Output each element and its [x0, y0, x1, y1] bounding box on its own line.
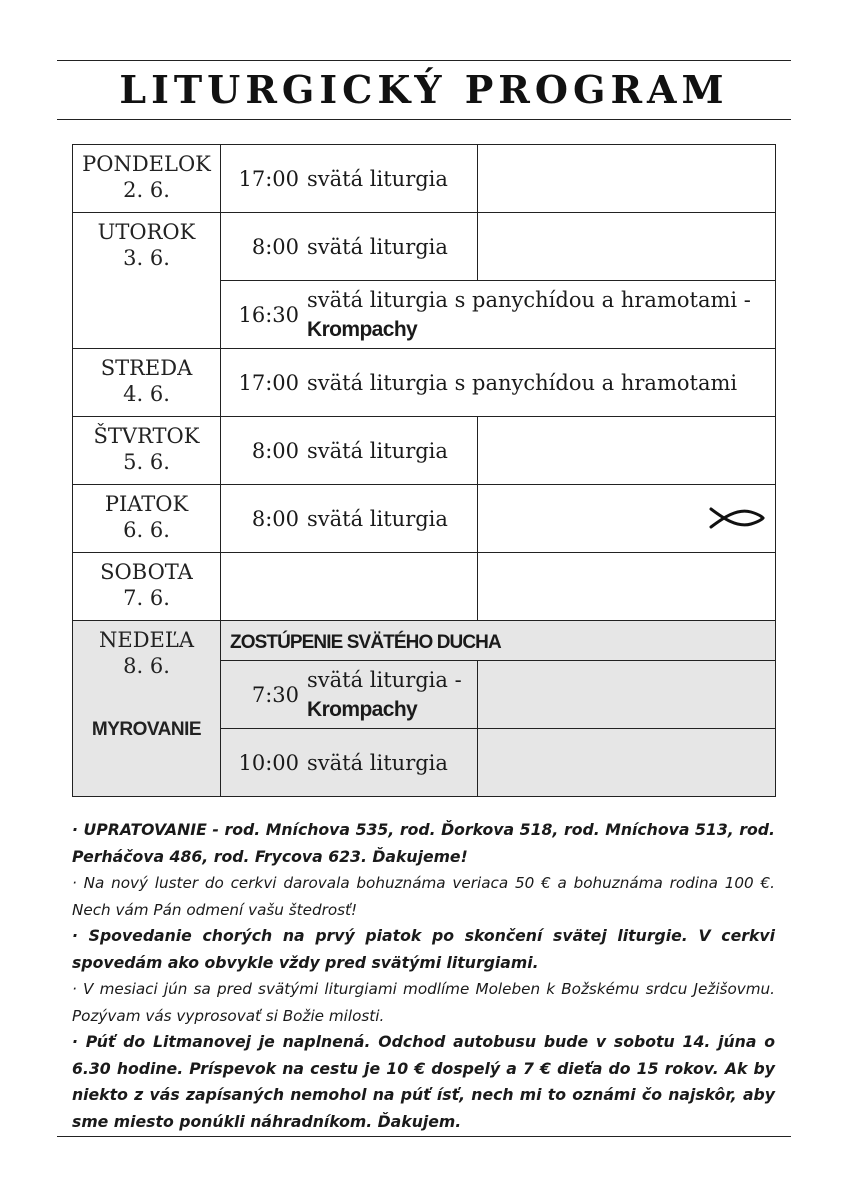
- event-time: 7:30: [251, 682, 299, 707]
- announcements: [72, 817, 775, 1135]
- announcement: · Spovedanie chorých na prvý piatok po skončení svätej liturgie. V cerkvi spovedám ako obvykle vždy pred svätými liturgiami.: [72, 926, 775, 972]
- event-time: 8:00: [251, 438, 299, 463]
- schedule-table: [72, 144, 776, 797]
- day-date: 7. 6.: [123, 586, 170, 610]
- event-cell: [221, 729, 478, 797]
- event-name: svätá liturgia -: [307, 667, 462, 692]
- day-date: 2. 6.: [123, 178, 170, 202]
- event-cell: [221, 281, 776, 349]
- day-date: 3. 6.: [123, 246, 170, 270]
- announcement: · Púť do Litmanovej je naplnená. Odchod autobusu bude v sobotu 14. júna o 6.30 hodine. Príspevok na cestu je 10 € dospelý a 7 € dieťa do 15 rokov. Ak by niekto z vás zapísaných nemohol na púť ísť, nech mi to oznámi čo najskôr, aby sme miesto ponúkli náhradníkom. Ďakujem.: [72, 1032, 775, 1131]
- event-name: svätá liturgia: [307, 166, 448, 191]
- event-name: svätá liturgia s panychídou a hramotami: [307, 370, 738, 395]
- event-cell: [221, 213, 478, 281]
- page-title: LITURGICKÝ PROGRAM: [119, 67, 729, 112]
- table-row: [73, 621, 776, 661]
- day-date: 5. 6.: [123, 450, 170, 474]
- event-cell: [221, 661, 478, 729]
- announcement: · UPRATOVANIE - rod. Mníchova 535, rod. Ďorkova 518, rod. Mníchova 513, rod. Perháčova 486, rod. Frycova 623. Ďakujeme!: [72, 820, 775, 866]
- day-note: MYROVANIE: [91, 719, 202, 740]
- empty-cell: [478, 553, 776, 621]
- day-date: 8. 6.: [123, 654, 170, 678]
- event-cell: [221, 417, 478, 485]
- event-time: 8:00: [251, 506, 299, 531]
- event-cell: [221, 485, 478, 553]
- event-time: 10:00: [238, 750, 299, 775]
- event-cell: [221, 349, 776, 417]
- table-row: [73, 485, 776, 553]
- table-row: [73, 349, 776, 417]
- day-date: 4. 6.: [123, 382, 170, 406]
- day-name: PIATOK: [104, 492, 189, 516]
- empty-cell: [478, 145, 776, 213]
- event-time: 16:30: [238, 302, 299, 327]
- table-row: [73, 553, 776, 621]
- top-rule: [57, 60, 791, 61]
- day-name: NEDEĽA: [99, 628, 194, 652]
- day-cell: [73, 349, 221, 417]
- event-time: 17:00: [238, 166, 299, 191]
- table-row: [73, 145, 776, 213]
- event-place: Krompachy: [307, 697, 418, 721]
- event-name: svätá liturgia: [307, 750, 448, 775]
- day-name: ŠTVRTOK: [93, 424, 200, 448]
- event-cell: [221, 145, 478, 213]
- empty-cell: [478, 661, 776, 729]
- day-name: PONDELOK: [82, 152, 211, 176]
- announcement: · V mesiaci jún sa pred svätými liturgiami modlíme Moleben k Božskému srdcu Ježišovmu. Pozývam vás vyprosovať si Božie milosti.: [72, 980, 775, 1025]
- event-time: 17:00: [238, 370, 299, 395]
- event-name: svätá liturgia s panychídou a hramotami -: [307, 287, 751, 312]
- day-name: STREDA: [100, 356, 193, 380]
- feast-title: ZOSTÚPENIE SVÄTÉHO DUCHA: [221, 621, 776, 661]
- table-row: [73, 417, 776, 485]
- event-name: svätá liturgia: [307, 506, 448, 531]
- event-place: Krompachy: [307, 317, 418, 341]
- day-cell: [73, 417, 221, 485]
- empty-cell: [478, 213, 776, 281]
- event-name: svätá liturgia: [307, 234, 448, 259]
- event-time: 8:00: [251, 234, 299, 259]
- day-cell: [73, 553, 221, 621]
- event-name: svätá liturgia: [307, 438, 448, 463]
- day-cell: [73, 485, 221, 553]
- fish-icon: [709, 506, 765, 530]
- empty-cell: [221, 553, 478, 621]
- announcement: · Na nový luster do cerkvi darovala bohuznáma veriaca 50 € a bohuznáma rodina 100 €. Nech vám Pán odmení vašu štedrosť!: [72, 874, 775, 919]
- empty-cell: [478, 729, 776, 797]
- day-name: UTOROK: [97, 220, 196, 244]
- day-date: 6. 6.: [123, 518, 170, 542]
- fast-cell: [478, 485, 776, 553]
- empty-cell: [478, 417, 776, 485]
- day-cell: [73, 145, 221, 213]
- bottom-rule: [57, 1136, 791, 1137]
- day-name: SOBOTA: [100, 560, 193, 584]
- table-row: [73, 213, 776, 281]
- title-underline: [57, 119, 791, 120]
- day-cell: [73, 621, 221, 797]
- day-cell: [73, 213, 221, 349]
